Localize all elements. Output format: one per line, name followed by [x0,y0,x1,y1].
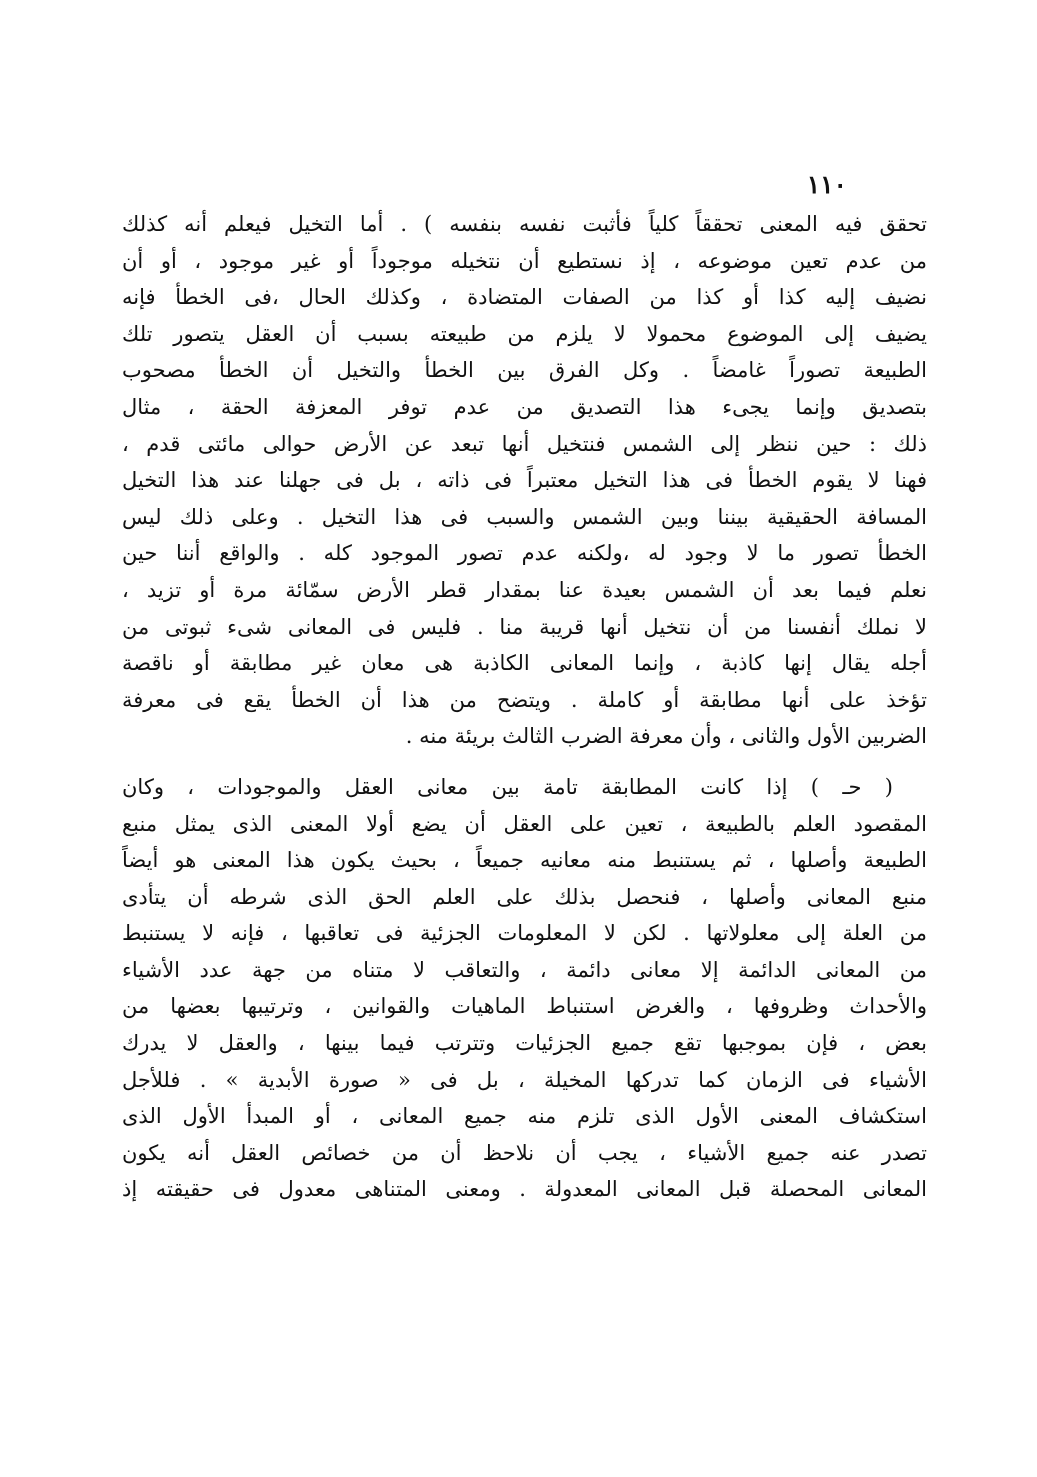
paragraph-1 [122,206,927,755]
text-line: من العلة إلى معلولاتها . لكن لا المعلومات الجزئية فى تعاقبها ، فإنه لا يستنبط [122,921,927,946]
text-line: الأشياء فى الزمان كما تدركها المخيلة ، بل فى « صورة الأبدية » . فللأجل [122,1067,927,1092]
text-line: يضيف إلى الموضوع محمولا لا يلزم من طبيعته بسبب أن العقل يتصور تلك [122,321,927,346]
text-line: لا نملك أنفسنا من أن نتخيل أنها قريبة منا . فليس فى المعانى شىء ثبوتى من [122,614,927,639]
paragraph-gap [122,755,927,769]
text-line: الخطأ تصور ما لا وجود له ،ولكنه عدم تصور الموجود كله . والواقع أننا حين [122,541,927,566]
text-line: الطبيعة تصوراً غامضاً . وكل الفرق بين الخطأ والتخيل أن الخطأ مصحوب [122,358,927,383]
text-line: نعلم فيما بعد أن الشمس بعيدة عنا بمقدار قطر الأرض سمّائة مرة أو تزيد ، [122,577,927,602]
text-line: نضيف إليه كذا أو كذا من الصفات المتضادة ، وكذلك الحال ،فى الخطأ فإنه [122,285,927,310]
text-line: أجله يقال إنها كاذبة ، وإنما المعانى الكاذبة هى معان غير مطابقة أو ناقصة [122,651,927,676]
text-line: والأحداث وظروفها ، والغرض استنباط الماهيات والقوانين ، وترتيبها بعضها من [122,994,927,1019]
text-line: الطبيعة وأصلها ، ثم يستنبط منه معانيه جميعاً ، بحيث يكون هذا المعنى هو أيضاً [122,848,927,873]
text-line: المعانى المحصلة قبل المعانى المعدولة . ومعنى المتناهى معدول فى حقيقته إذ [122,1177,927,1202]
text-line: المسافة الحقيقية بيننا وبين الشمس والسبب فى هذا التخيل . وعلى ذلك ليس [122,504,927,529]
text-line: المقصود العلم بالطبيعة ، تعين على العقل أن يضع أولا المعنى الذى يمثل منبع [122,811,927,836]
text-line: تحقق فيه المعنى تحققاً كلياً فأثبت نفسه بنفسه ) . أما التخيل فيعلم أنه كذلك [122,212,927,236]
text-line: تصدر عنه جميع الأشياء ، يجب أن نلاحظ أن من خصائص العقل أنه يكون [122,1140,927,1165]
text-line: الضربين الأول والثانى ، وأن معرفة الضرب الثالث بريئة منه . [405,724,927,749]
text-line: فهنا لا يقوم الخطأ فى هذا التخيل معتبراً فى ذاته ، بل فى جهلنا عند هذا التخيل [122,468,927,493]
text-line: ( حـ ) إذا كانت المطابقة تامة بين معانى العقل والموجودات ، وكان [122,774,893,799]
text-line: من عدم تعين موضوعه ، إذ نستطيع أن نتخيله موجوداً أو غير موجود ، أو أن [122,248,927,273]
text-line: بعض ، فإن بموجبها تقع جميع الجزئيات وتترتب فيما بينها ، والعقل لا يدرك [122,1031,927,1056]
body-text [122,206,927,1208]
text-line: تؤخذ على أنها مطابقة أو كاملة . ويتضح من هذا أن الخطأ يقع فى معرفة [122,687,927,712]
text-line: استكشاف المعنى الأول الذى تلزم منه جميع المعانى ، أو المبدأ الأول الذى [122,1104,927,1129]
text-line: ذلك : حين ننظر إلى الشمس فنتخيل أنها تبعد عن الأرض حوالى مائتى قدم ، [122,431,927,456]
text-line: من المعانى الدائمة إلا معانى دائمة ، والتعاقب لا متناه من جهة عدد الأشياء [122,957,927,982]
paragraph-2 [122,769,927,1208]
page-number: ١١٠ [806,170,847,199]
text-line: منبع المعانى وأصلها ، فنحصل بذلك على العلم الحق الذى شرطه أن يتأدى [122,884,927,909]
text-line: بتصديق وإنما يجىء هذا التصديق من عدم توفر المعزفة الحقة ، مثال [122,394,927,419]
